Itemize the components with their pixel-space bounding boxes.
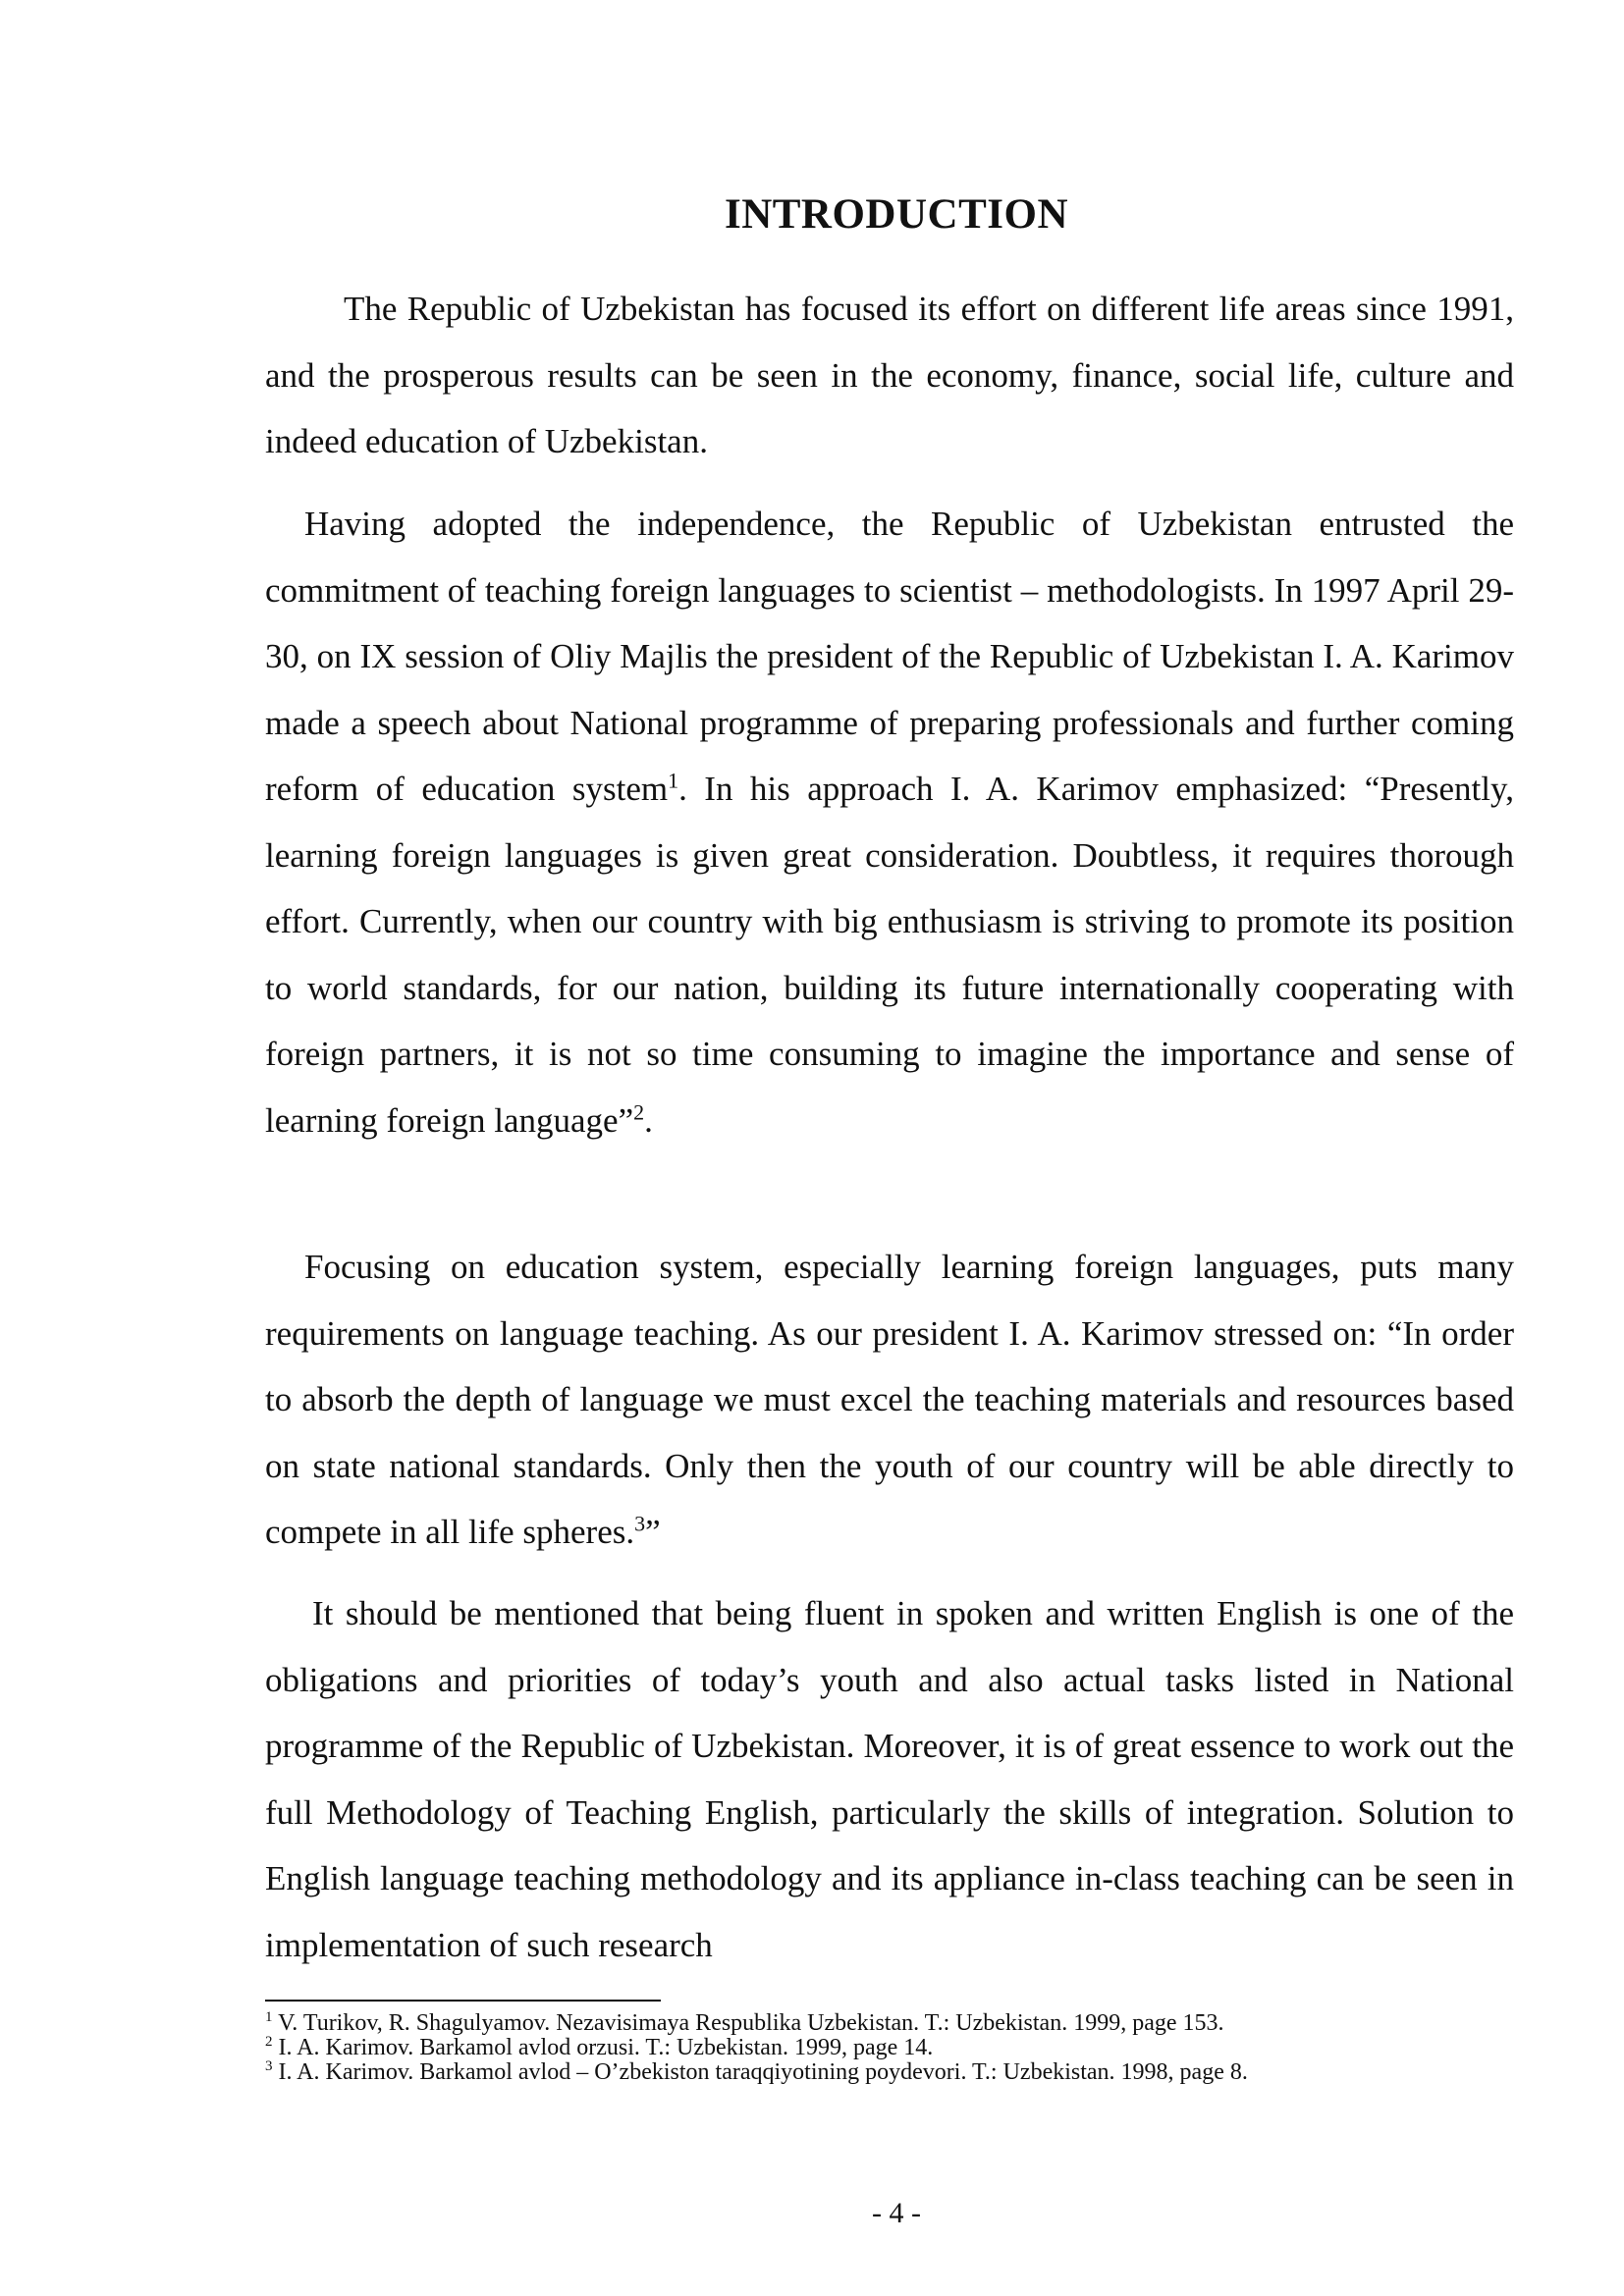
page-title: INTRODUCTION [724,191,1069,238]
paragraph-2-text [265,491,1514,1153]
paragraph-2-part-3: . [644,1100,653,1140]
paragraph-3-text [265,1234,1514,1566]
footnote-mark: 3 [265,2058,273,2074]
footnote-separator [265,2000,661,2002]
footnote-text: I. A. Karimov. Barkamol avlod – O’zbekiston taraqqiyotining poydevori. T.: Uzbekistan. 1998, page 8. [272,2059,1248,2085]
footnote-3 [265,2060,1532,2085]
paragraph-4 [265,1580,1514,1978]
paragraph-4-text: It should be mentioned that being fluent in spoken and written English is one of the obligations and priorities of today’s youth and also actual tasks listed in National programme of the Republic of Uzbekistan. Moreover, it is of great essence to work out the full Methodology of Teaching English, particularly the skills of integration. Solution to English language teaching methodology and its appliance in-class teaching can be seen in implementation of such research [265,1594,1514,1964]
footnote-ref-1: 1 [668,768,679,793]
paragraph-2-part-1: Having adopted the independence, the Republic of Uzbekistan entrusted the commitment of teaching foreign languages to scientist – methodologists. In 1997 April 29-30, on IX session of Oliy Majlis the president of the Republic of Uzbekistan I. A. Karimov made a speech about National programme of preparing professionals and further coming reform of education system [265,505,1514,808]
footnotes [265,2011,1532,2085]
paragraph-2 [265,491,1514,1153]
footnote-ref-3: 3 [634,1511,646,1536]
footnote-1 [265,2011,1532,2036]
footnote-mark: 2 [265,2034,273,2050]
footnote-text: I. A. Karimov. Barkamol avlod orzusi. T.: Uzbekistan. 1999, page 14. [272,2035,934,2060]
paragraph-3-part-2: ” [645,1513,661,1551]
footnote-ref-2: 2 [633,1098,645,1124]
paragraph-1 [265,276,1514,475]
paragraph-2-part-2: . In his approach I. A. Karimov emphasized: “Presently, learning foreign languages is given great consideration. Doubtless, it requires thorough effort. Currently, when our country with big enthusiasm is striving to promote its position to world standards, for our nation, building its future internationally cooperating with foreign partners, it is not so time consuming to imagine the importance and sense of learning foreign language” [265,770,1514,1140]
footnote-mark: 1 [265,2009,273,2025]
footnote-2 [265,2036,1532,2060]
paragraph-1-text: The Republic of Uzbekistan has focused its effort on different life areas since 1991, and the prosperous results can be seen in the economy, finance, social life, culture and indeed education of Uzbekistan. [265,290,1514,460]
paragraph-3 [265,1234,1514,1566]
page-number: - 4 - [872,2197,921,2229]
footnote-text: V. Turikov, R. Shagulyamov. Nezavisimaya Respublika Uzbekistan. T.: Uzbekistan. 1999, page 153. [272,2010,1224,2036]
paragraph-3-part-1: Focusing on education system, especially learning foreign languages, puts many requirements on language teaching. As our president I. A. Karimov stressed on: “In order to absorb the depth of language we must excel the teaching materials and resources based on state national standards. Only then the youth of our country will be able directly to compete in all life spheres. [265,1248,1514,1551]
